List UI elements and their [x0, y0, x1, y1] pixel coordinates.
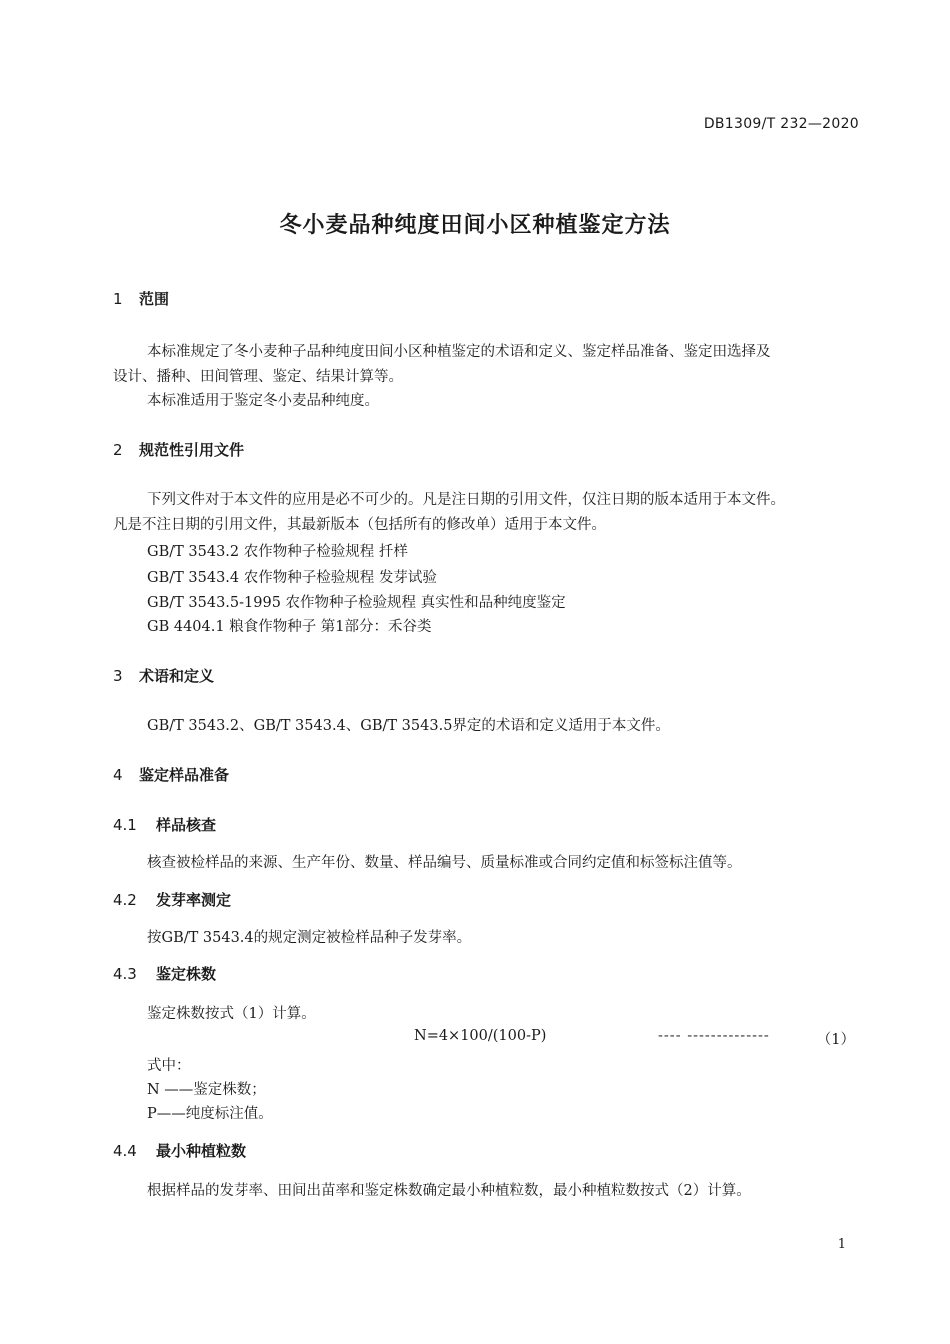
section-3-heading: [113, 665, 214, 686]
section-4-heading: [113, 764, 229, 785]
paragraph-continuation: 凡是不注日期的引用文件，其最新版本（包括所有的修改单）适用于本文件。: [113, 517, 606, 533]
document-title: 冬小麦品种纯度田间小区种植鉴定方法: [279, 213, 671, 238]
paragraph: GB/T 3543.2、GB/T 3543.4、GB/T 3543.5界定的术语和定义适用于本文件。: [147, 718, 670, 734]
subsection-number: 4.3: [113, 965, 137, 983]
section-number: 3: [113, 667, 123, 685]
formula: N=4×100/(100-P): [414, 1028, 547, 1044]
subsection-number: 4.4: [113, 1142, 137, 1160]
subsection-4-2-heading: [113, 889, 231, 910]
subsection-4-3-heading: [113, 963, 216, 984]
where-label: 式中：: [147, 1058, 191, 1074]
paragraph: 鉴定株数按式（1）计算。: [147, 1006, 316, 1022]
subsection-4-4-heading: [113, 1140, 246, 1161]
paragraph: 按GB/T 3543.4的规定测定被检样品种子发芽率。: [147, 930, 472, 946]
subsection-title: 最小种植粒数: [156, 1142, 247, 1160]
subsection-4-1-heading: [113, 814, 216, 835]
equation-number: （1）: [816, 1032, 855, 1048]
section-title: 范围: [139, 290, 170, 308]
subsection-number: 4.2: [113, 891, 137, 909]
paragraph: 下列文件对于本文件的应用是必不可少的。凡是注日期的引用文件，仅注日期的版本适用于本文件。: [147, 492, 785, 508]
page-number: 1: [837, 1237, 846, 1252]
leader-dots: ---- --------------: [658, 1028, 770, 1044]
reference-item: GB/T 3543.2 农作物种子检验规程 扦样: [147, 544, 408, 560]
subsection-number: 4.1: [113, 816, 137, 834]
section-title: 规范性引用文件: [139, 441, 245, 459]
section-title: 鉴定样品准备: [139, 766, 230, 784]
section-number: 1: [113, 290, 123, 308]
paragraph: 核查被检样品的来源、生产年份、数量、样品编号、质量标准或合同约定值和标签标注值等。: [147, 855, 742, 871]
section-title: 术语和定义: [139, 667, 215, 685]
reference-item: GB/T 3543.4 农作物种子检验规程 发芽试验: [147, 570, 437, 586]
paragraph: 根据样品的发芽率、田间出苗率和鉴定株数确定最小种植粒数，最小种植粒数按式（2）计算。: [147, 1183, 751, 1199]
subsection-title: 发芽率测定: [156, 891, 232, 909]
variable-definition: N ——鉴定株数；: [147, 1082, 266, 1098]
section-1-heading: [113, 288, 169, 309]
reference-item: GB 4404.1 粮食作物种子 第1部分：禾谷类: [147, 619, 432, 635]
paragraph: 本标准规定了冬小麦种子品种纯度田间小区种植鉴定的术语和定义、鉴定样品准备、鉴定田选择及: [147, 344, 771, 360]
section-2-heading: [113, 439, 244, 460]
section-number: 2: [113, 441, 123, 459]
variable-definition: P——纯度标注值。: [147, 1106, 273, 1122]
paragraph: 本标准适用于鉴定冬小麦品种纯度。: [147, 393, 379, 409]
section-number: 4: [113, 766, 123, 784]
paragraph-continuation: 设计、播种、田间管理、鉴定、结果计算等。: [113, 369, 403, 385]
subsection-title: 鉴定株数: [156, 965, 217, 983]
standard-id: DB1309/T 232—2020: [703, 116, 859, 132]
subsection-title: 样品核查: [156, 816, 217, 834]
reference-item: GB/T 3543.5-1995 农作物种子检验规程 真实性和品种纯度鉴定: [147, 595, 566, 611]
